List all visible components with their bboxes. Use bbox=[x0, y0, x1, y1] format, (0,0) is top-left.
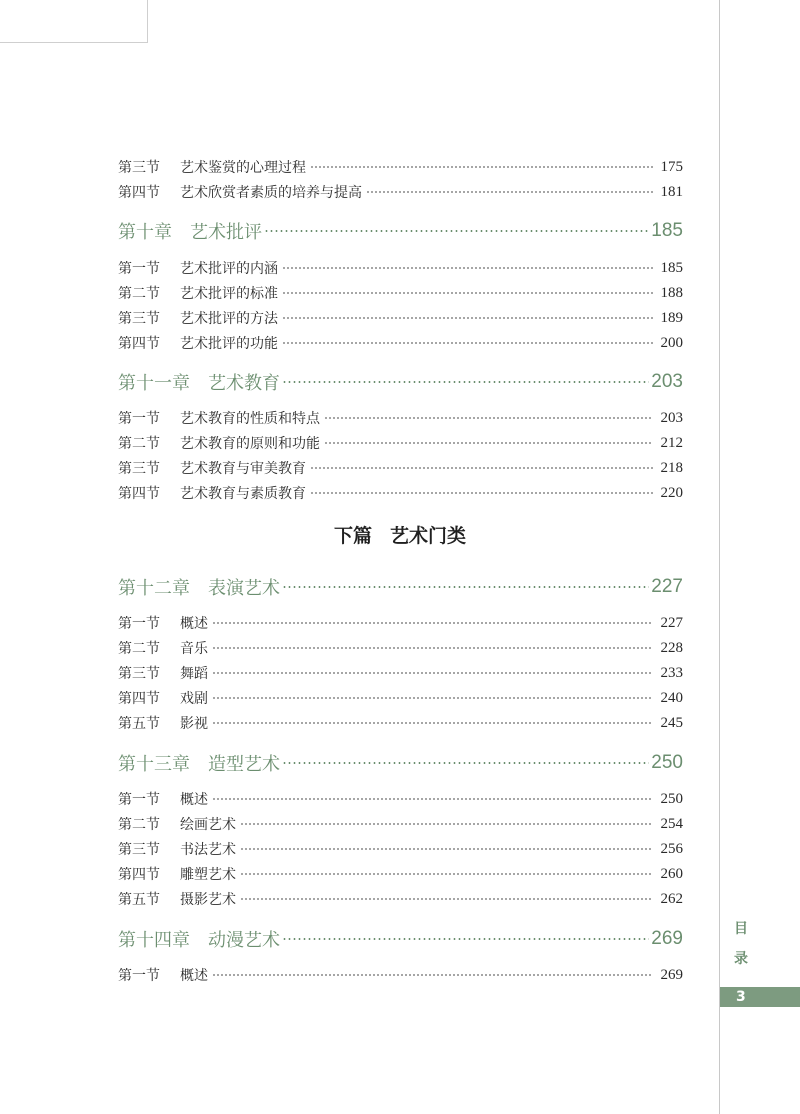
dot-leader bbox=[240, 848, 653, 850]
chapter-number: 第十一章 bbox=[118, 373, 190, 394]
page-ref: 189 bbox=[660, 309, 683, 326]
dot-leader bbox=[212, 672, 653, 674]
page-ref: 256 bbox=[660, 840, 683, 857]
dot-leader bbox=[310, 166, 653, 168]
dot-leader bbox=[282, 762, 649, 764]
toc-entry[interactable] bbox=[118, 863, 683, 885]
toc-chapter[interactable] bbox=[118, 573, 683, 601]
section-title: 舞蹈 bbox=[180, 666, 208, 682]
page-ref: 260 bbox=[660, 865, 683, 882]
part-title: 艺术门类 bbox=[390, 525, 467, 547]
toc-entry[interactable] bbox=[118, 712, 683, 734]
toc-entry[interactable] bbox=[118, 838, 683, 860]
section-number: 第二节 bbox=[118, 641, 160, 657]
toc-entry[interactable] bbox=[118, 282, 683, 304]
page-ref: 240 bbox=[660, 689, 683, 706]
chapter-title: 艺术批评 bbox=[190, 222, 262, 243]
section-title: 概述 bbox=[180, 792, 208, 808]
dot-leader bbox=[212, 974, 653, 976]
section-title: 绘画艺术 bbox=[180, 817, 236, 833]
dot-leader bbox=[324, 417, 653, 419]
section-number: 第四节 bbox=[118, 486, 160, 502]
toc-entry[interactable] bbox=[118, 687, 683, 709]
section-title: 概述 bbox=[180, 616, 208, 632]
dot-leader bbox=[282, 342, 653, 344]
toc-entry[interactable] bbox=[118, 181, 683, 203]
section-title: 音乐 bbox=[180, 641, 208, 657]
dot-leader bbox=[212, 722, 653, 724]
section-number: 第五节 bbox=[118, 716, 160, 732]
page-ref: 254 bbox=[660, 815, 683, 832]
page-ref: 227 bbox=[660, 614, 683, 631]
section-number: 第二节 bbox=[118, 286, 160, 302]
section-number: 第四节 bbox=[118, 185, 160, 201]
section-number: 第三节 bbox=[118, 842, 160, 858]
side-label-char: 目 bbox=[734, 921, 748, 937]
page-ref: 269 bbox=[660, 966, 683, 983]
page-ref: 185 bbox=[651, 220, 683, 241]
page-ref: 188 bbox=[660, 284, 683, 301]
toc-entry[interactable] bbox=[118, 407, 683, 429]
dot-leader bbox=[282, 586, 649, 588]
page-ref: 245 bbox=[660, 714, 683, 731]
chapter-number: 第十章 bbox=[118, 222, 172, 243]
page-ref: 250 bbox=[651, 752, 683, 773]
section-title: 影视 bbox=[180, 716, 208, 732]
page-ref: 220 bbox=[660, 484, 683, 501]
dot-leader bbox=[282, 317, 653, 319]
part-label: 下篇 bbox=[333, 525, 372, 547]
section-title: 艺术批评的功能 bbox=[180, 336, 278, 352]
section-number: 第四节 bbox=[118, 867, 160, 883]
page-ref: 175 bbox=[660, 158, 683, 175]
section-title: 摄影艺术 bbox=[180, 892, 236, 908]
page-ref: 262 bbox=[660, 890, 683, 907]
section-title: 艺术批评的内涵 bbox=[180, 261, 278, 277]
toc-chapter[interactable] bbox=[118, 217, 683, 245]
section-number: 第一节 bbox=[118, 792, 160, 808]
dot-leader bbox=[282, 292, 653, 294]
section-title: 艺术教育与审美教育 bbox=[180, 461, 306, 477]
chapter-title: 造型艺术 bbox=[208, 754, 280, 775]
section-number: 第三节 bbox=[118, 666, 160, 682]
side-label-char: 录 bbox=[734, 951, 748, 967]
section-number: 第三节 bbox=[118, 160, 160, 176]
toc-entry[interactable] bbox=[118, 332, 683, 354]
section-title: 概述 bbox=[180, 968, 208, 984]
dot-leader bbox=[264, 230, 649, 232]
chapter-number: 第十四章 bbox=[118, 930, 190, 951]
dot-leader bbox=[212, 798, 653, 800]
toc-entry[interactable] bbox=[118, 482, 683, 504]
section-title: 戏剧 bbox=[180, 691, 208, 707]
page-ref: 250 bbox=[660, 790, 683, 807]
chapter-title: 动漫艺术 bbox=[208, 930, 280, 951]
toc-entry[interactable] bbox=[118, 662, 683, 684]
section-title: 艺术欣赏者素质的培养与提高 bbox=[180, 185, 362, 201]
dot-leader bbox=[282, 381, 649, 383]
toc-entry[interactable] bbox=[118, 964, 683, 986]
toc-entry[interactable] bbox=[118, 813, 683, 835]
section-number: 第一节 bbox=[118, 968, 160, 984]
page-ref: 203 bbox=[660, 409, 683, 426]
dot-leader bbox=[310, 492, 653, 494]
chapter-title: 艺术教育 bbox=[208, 373, 280, 394]
dot-leader bbox=[240, 898, 653, 900]
dot-leader bbox=[240, 873, 653, 875]
section-number: 第四节 bbox=[118, 336, 160, 352]
toc-entry[interactable] bbox=[118, 788, 683, 810]
section-title: 艺术批评的标准 bbox=[180, 286, 278, 302]
toc-entry[interactable] bbox=[118, 612, 683, 634]
section-title: 艺术鉴赏的心理过程 bbox=[180, 160, 306, 176]
section-number: 第二节 bbox=[118, 436, 160, 452]
toc-entry[interactable] bbox=[118, 156, 683, 178]
dot-leader bbox=[212, 622, 653, 624]
chapter-title: 表演艺术 bbox=[208, 578, 280, 599]
page-ref: 233 bbox=[660, 664, 683, 681]
dot-leader bbox=[282, 938, 649, 940]
section-title: 艺术教育的性质和特点 bbox=[180, 411, 320, 427]
toc-chapter[interactable] bbox=[118, 749, 683, 777]
dot-leader bbox=[282, 267, 653, 269]
section-number: 第一节 bbox=[118, 616, 160, 632]
chapter-number: 第十三章 bbox=[118, 754, 190, 775]
page-ref: 181 bbox=[660, 183, 683, 200]
section-title: 雕塑艺术 bbox=[180, 867, 236, 883]
chapter-number: 第十二章 bbox=[118, 578, 190, 599]
toc-entry[interactable] bbox=[118, 637, 683, 659]
section-number: 第三节 bbox=[118, 311, 160, 327]
page-ref: 269 bbox=[651, 928, 683, 949]
page-ref: 185 bbox=[660, 259, 683, 276]
section-title: 艺术批评的方法 bbox=[180, 311, 278, 327]
section-number: 第五节 bbox=[118, 892, 160, 908]
page-ref: 218 bbox=[660, 459, 683, 476]
toc-chapter[interactable] bbox=[118, 925, 683, 953]
dot-leader bbox=[240, 823, 653, 825]
toc-entry[interactable] bbox=[118, 432, 683, 454]
section-number: 第四节 bbox=[118, 691, 160, 707]
dot-leader bbox=[212, 697, 653, 699]
dot-leader bbox=[310, 467, 653, 469]
dot-leader bbox=[366, 191, 653, 193]
section-number: 第二节 bbox=[118, 817, 160, 833]
section-number: 第一节 bbox=[118, 261, 160, 277]
section-title: 书法艺术 bbox=[180, 842, 236, 858]
section-number: 第三节 bbox=[118, 461, 160, 477]
section-number: 第一节 bbox=[118, 411, 160, 427]
page-ref: 212 bbox=[660, 434, 683, 451]
section-title: 艺术教育与素质教育 bbox=[180, 486, 306, 502]
dot-leader bbox=[324, 442, 653, 444]
page-ref: 200 bbox=[660, 334, 683, 351]
page-ref: 227 bbox=[651, 576, 683, 597]
section-title: 艺术教育的原则和功能 bbox=[180, 436, 320, 452]
page-ref: 203 bbox=[651, 371, 683, 392]
toc-entry[interactable] bbox=[118, 457, 683, 479]
toc-entry[interactable] bbox=[118, 307, 683, 329]
toc-entry[interactable] bbox=[118, 257, 683, 279]
page-number: 3 bbox=[720, 987, 800, 1007]
toc-chapter[interactable] bbox=[118, 368, 683, 396]
page-ref: 228 bbox=[660, 639, 683, 656]
dot-leader bbox=[212, 647, 653, 649]
toc-entry[interactable] bbox=[118, 888, 683, 910]
